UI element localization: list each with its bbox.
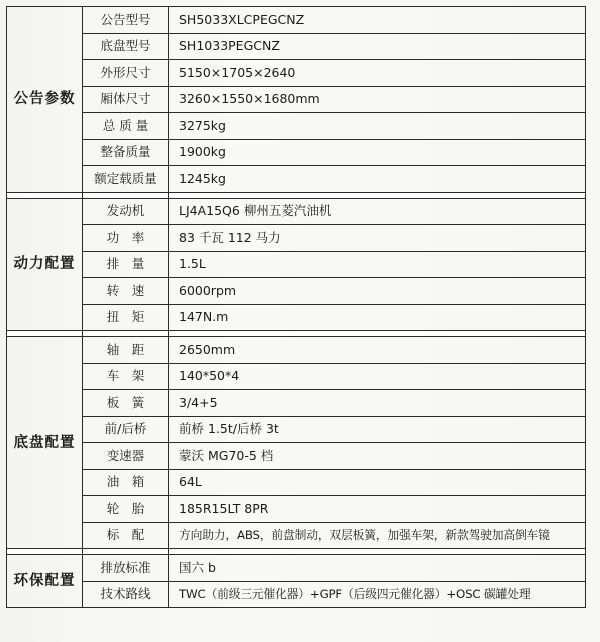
row-value: 蒙沃 MG70-5 档 (169, 443, 586, 470)
row-label: 功 率 (83, 225, 169, 252)
table-row (7, 390, 586, 417)
row-label: 轴 距 (83, 337, 169, 364)
row-label: 板 簧 (83, 390, 169, 417)
row-label: 扭 矩 (83, 304, 169, 331)
table-row (7, 278, 586, 305)
table-row (7, 469, 586, 496)
row-value: SH5033XLCPEGCNZ (169, 7, 586, 34)
table-row (7, 337, 586, 364)
row-value: 前桥 1.5t/后桥 3t (169, 416, 586, 443)
row-label: 排 量 (83, 251, 169, 278)
table-row (7, 251, 586, 278)
table-row (7, 60, 586, 87)
row-value: 2650mm (169, 337, 586, 364)
table-row (7, 139, 586, 166)
table-row (7, 113, 586, 140)
row-label: 技术路线 (83, 581, 169, 608)
table-row (7, 86, 586, 113)
row-value: 方向助力，ABS，前盘制动，双层板簧，加强车架，新款驾驶加高倒车镜 (169, 522, 586, 549)
table-row (7, 198, 586, 225)
row-value: 5150×1705×2640 (169, 60, 586, 87)
row-label: 油 箱 (83, 469, 169, 496)
table-row (7, 7, 586, 34)
row-label: 车 架 (83, 363, 169, 390)
row-value: 1245kg (169, 166, 586, 193)
table-row (7, 166, 586, 193)
table-row (7, 304, 586, 331)
section-title-announcement: 公告参数 (7, 7, 83, 193)
table-row (7, 522, 586, 549)
row-label: 转 速 (83, 278, 169, 305)
row-label: 总 质 量 (83, 113, 169, 140)
section-title-chassis: 底盘配置 (7, 337, 83, 549)
row-value: 140*50*4 (169, 363, 586, 390)
table-row (7, 555, 586, 582)
table-row (7, 33, 586, 60)
row-value: 3/4+5 (169, 390, 586, 417)
row-label: 标 配 (83, 522, 169, 549)
row-label: 额定载质量 (83, 166, 169, 193)
row-value: 147N.m (169, 304, 586, 331)
row-value: 1900kg (169, 139, 586, 166)
row-label: 发动机 (83, 198, 169, 225)
table-row (7, 581, 586, 608)
row-value: 185R15LT 8PR (169, 496, 586, 523)
row-value: LJ4A15Q6 柳州五菱汽油机 (169, 198, 586, 225)
table-row (7, 416, 586, 443)
table-row (7, 225, 586, 252)
row-label: 厢体尺寸 (83, 86, 169, 113)
row-label: 公告型号 (83, 7, 169, 34)
section-title-power: 动力配置 (7, 198, 83, 331)
row-value: 3260×1550×1680mm (169, 86, 586, 113)
table-row (7, 443, 586, 470)
row-value: 1.5L (169, 251, 586, 278)
row-label: 底盘型号 (83, 33, 169, 60)
row-label: 前/后桥 (83, 416, 169, 443)
spec-table (6, 6, 586, 608)
row-value: 国六 b (169, 555, 586, 582)
row-value: 6000rpm (169, 278, 586, 305)
section-title-emission: 环保配置 (7, 555, 83, 608)
row-value: SH1033PEGCNZ (169, 33, 586, 60)
row-label: 轮 胎 (83, 496, 169, 523)
table-row (7, 363, 586, 390)
row-label: 排放标准 (83, 555, 169, 582)
row-value: TWC（前级三元催化器）+GPF（后级四元催化器）+OSC 碳罐处理 (169, 581, 586, 608)
row-value: 3275kg (169, 113, 586, 140)
row-label: 外形尺寸 (83, 60, 169, 87)
row-label: 整备质量 (83, 139, 169, 166)
row-value: 64L (169, 469, 586, 496)
row-label: 变速器 (83, 443, 169, 470)
row-value: 83 千瓦 112 马力 (169, 225, 586, 252)
table-row (7, 496, 586, 523)
